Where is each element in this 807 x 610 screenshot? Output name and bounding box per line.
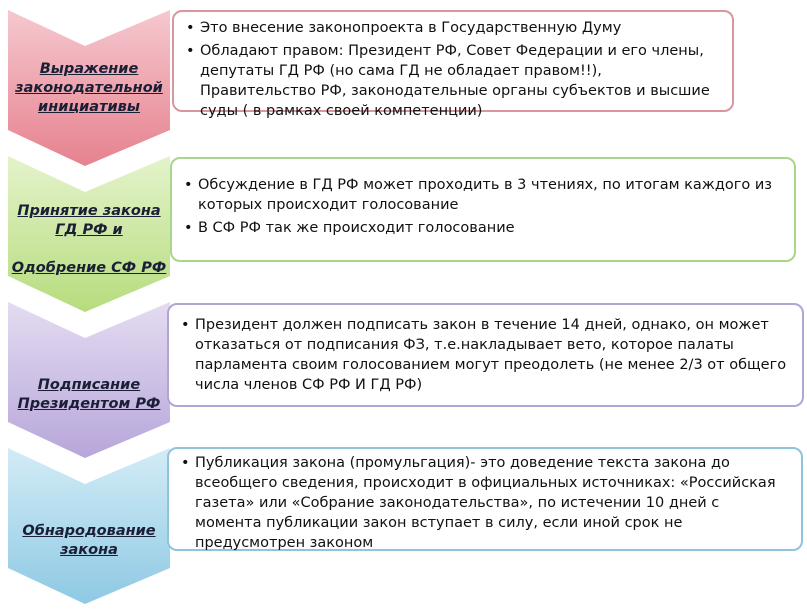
step-4-label: Обнародование закона — [22, 523, 156, 558]
step-1-bullet-1: • Это внесение законопроекта в Государственную Думу — [186, 18, 720, 38]
step-2-bullet-2: • В СФ РФ так же происходит голосование — [184, 218, 782, 238]
step-2-bullet-1: • Обсуждение в ГД РФ может проходить в 3 чтениях, по итогам каждого из которых происходит голосование — [184, 175, 782, 215]
step-1-description-box — [172, 10, 734, 119]
step-3-label: Подписание Президентом РФ — [17, 377, 161, 412]
step-2-label: Принятие закона ГД РФ и Одобрение СФ РФ — [11, 203, 167, 276]
step-2-description-box — [170, 157, 796, 262]
step-3-chevron — [0, 302, 170, 458]
step-1-label: Выражение законодательной инициативы — [15, 61, 163, 115]
step-2-chevron — [0, 156, 170, 312]
step-4-description-box — [167, 447, 803, 551]
step-3-description-box — [167, 303, 804, 407]
step-1-chevron — [0, 10, 170, 166]
step-1-bullet-2: • Обладают правом: Президент РФ, Совет Федерации и его члены, депутаты ГД РФ (но сама ГД не обладает правом!!), Правительство РФ, законодательные органы субъектов и высшие суды ( в рамках своей компетенции) — [186, 41, 720, 121]
step-4-bullet-1: • Публикация закона (промульгация)- это доведение текста закона до всеобщего сведения, происходит в официальных источниках: «Российская газета» или «Собрание законодательства», по истечении 10 дней с момента публикации закон вступает в силу, если иной срок не предусмотрен законом — [181, 453, 789, 553]
step-4-chevron — [0, 448, 170, 604]
step-3-bullet-1: • Президент должен подписать закон в течение 14 дней, однако, он может отказаться от подписания ФЗ, т.е.накладывает вето, которое палаты парламента своим голосованием могут преодолеть (не менее 2/3 от общего числа членов СФ РФ И ГД РФ) — [181, 315, 790, 395]
